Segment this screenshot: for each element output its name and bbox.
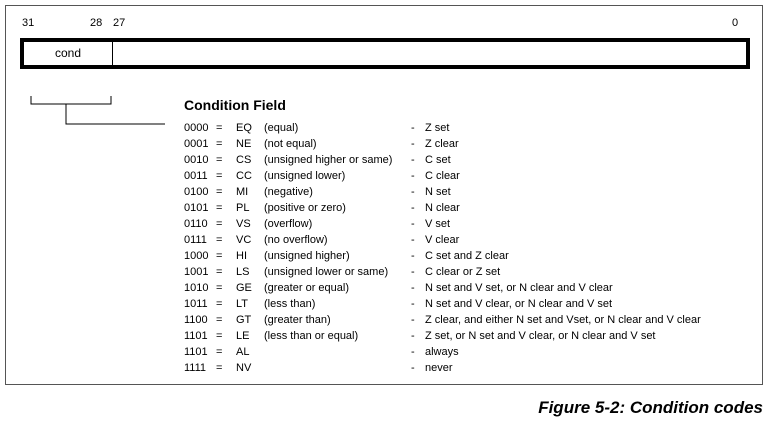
- bit-0-label: 0: [732, 17, 739, 29]
- flags-cell: C set: [425, 154, 451, 166]
- description-cell: (greater or equal): [264, 282, 349, 294]
- table-row: [0, 264, 770, 280]
- flags-cell: C set and Z clear: [425, 250, 509, 262]
- flags-cell: Z clear, and either N set and Vset, or N clear and V clear: [425, 314, 701, 326]
- mnemonic-cell: LT: [236, 298, 249, 310]
- dash-separator: -: [411, 314, 415, 326]
- mnemonic-cell: VC: [236, 234, 252, 246]
- table-row: [0, 200, 770, 216]
- dash-separator: -: [411, 362, 415, 374]
- instruction-register: [20, 38, 750, 69]
- equals-sign: =: [216, 234, 223, 246]
- code-cell: 0111: [184, 234, 207, 246]
- dash-separator: -: [411, 250, 415, 262]
- table-row: [0, 216, 770, 232]
- flags-cell: Z clear: [425, 138, 459, 150]
- table-row: [0, 328, 770, 344]
- description-cell: (less than): [264, 298, 316, 310]
- dash-separator: -: [411, 202, 415, 214]
- code-cell: 1000: [184, 250, 209, 262]
- dash-separator: -: [411, 346, 415, 358]
- mnemonic-cell: PL: [236, 202, 250, 214]
- table-row: [0, 344, 770, 360]
- dash-separator: -: [411, 186, 415, 198]
- equals-sign: =: [216, 298, 223, 310]
- mnemonic-cell: MI: [236, 186, 249, 198]
- flags-cell: N set and V set, or N clear and V clear: [425, 282, 613, 294]
- bit-31-label: 31: [22, 17, 35, 29]
- equals-sign: =: [216, 186, 223, 198]
- equals-sign: =: [216, 330, 223, 342]
- equals-sign: =: [216, 314, 223, 326]
- bit-27-label: 27: [113, 17, 126, 29]
- mnemonic-cell: LE: [236, 330, 250, 342]
- description-cell: (unsigned higher): [264, 250, 350, 262]
- code-cell: 0001: [184, 138, 209, 150]
- table-row: [0, 360, 770, 376]
- equals-sign: =: [216, 346, 223, 358]
- mnemonic-cell: LS: [236, 266, 250, 278]
- mnemonic-cell: HI: [236, 250, 247, 262]
- code-cell: 0110: [184, 218, 208, 230]
- mnemonic-cell: GT: [236, 314, 252, 326]
- mnemonic-cell: VS: [236, 218, 251, 230]
- flags-cell: V clear: [425, 234, 460, 246]
- bit-28-label: 28: [90, 17, 103, 29]
- flags-cell: N set and V clear, or N clear and V set: [425, 298, 613, 310]
- code-cell: 1001: [184, 266, 209, 278]
- equals-sign: =: [216, 202, 223, 214]
- table-row: [0, 168, 770, 184]
- description-cell: (less than or equal): [264, 330, 359, 342]
- mnemonic-cell: CC: [236, 170, 252, 182]
- field-divider: [112, 42, 113, 65]
- cond-field: cond: [54, 46, 82, 60]
- code-cell: 1100: [184, 314, 208, 326]
- flags-cell: Z set, or N set and V clear, or N clear and V set: [425, 330, 656, 342]
- code-cell: 1101: [184, 346, 208, 358]
- dash-separator: -: [411, 154, 415, 166]
- mnemonic-cell: CS: [236, 154, 252, 166]
- description-cell: (unsigned lower): [264, 170, 346, 182]
- table-row: [0, 152, 770, 168]
- dash-separator: -: [411, 282, 415, 294]
- dash-separator: -: [411, 218, 415, 230]
- mnemonic-cell: NV: [236, 362, 252, 374]
- code-cell: 0011: [184, 170, 208, 182]
- table-row: [0, 280, 770, 296]
- code-cell: 0100: [184, 186, 209, 198]
- description-cell: (positive or zero): [264, 202, 346, 214]
- code-cell: 1010: [184, 282, 209, 294]
- equals-sign: =: [216, 138, 223, 150]
- equals-sign: =: [216, 266, 223, 278]
- table-row: [0, 232, 770, 248]
- table-row: [0, 296, 770, 312]
- dash-separator: -: [411, 298, 415, 310]
- dash-separator: -: [411, 170, 415, 182]
- mnemonic-cell: EQ: [236, 122, 252, 134]
- dash-separator: -: [411, 138, 415, 150]
- equals-sign: =: [216, 122, 223, 134]
- equals-sign: =: [216, 282, 223, 294]
- description-cell: (equal): [264, 122, 299, 134]
- flags-cell: N set: [425, 186, 451, 198]
- equals-sign: =: [216, 170, 223, 182]
- description-cell: (greater than): [264, 314, 331, 326]
- dash-separator: -: [411, 122, 415, 134]
- dash-separator: -: [411, 330, 415, 342]
- description-cell: (not equal): [264, 138, 317, 150]
- flags-cell: always: [425, 346, 459, 358]
- description-cell: (unsigned lower or same): [264, 266, 389, 278]
- table-row: [0, 120, 770, 136]
- table-row: [0, 136, 770, 152]
- mnemonic-cell: NE: [236, 138, 252, 150]
- code-cell: 0010: [184, 154, 209, 166]
- equals-sign: =: [216, 362, 223, 374]
- table-row: [0, 248, 770, 264]
- code-cell: 1011: [184, 298, 208, 310]
- flags-cell: C clear: [425, 170, 460, 182]
- code-cell: 1101: [184, 330, 208, 342]
- code-cell: 0101: [184, 202, 209, 214]
- figure-caption: Figure 5-2: Condition codes: [538, 398, 763, 417]
- dash-separator: -: [411, 234, 415, 246]
- flags-cell: V set: [425, 218, 451, 230]
- equals-sign: =: [216, 250, 223, 262]
- flags-cell: C clear or Z set: [425, 266, 501, 278]
- equals-sign: =: [216, 154, 223, 166]
- dash-separator: -: [411, 266, 415, 278]
- flags-cell: Z set: [425, 122, 450, 134]
- description-cell: (negative): [264, 186, 313, 198]
- table-row: [0, 312, 770, 328]
- bracket-brace: [31, 96, 111, 104]
- condition-field-title: Condition Field: [184, 97, 286, 113]
- table-row: [0, 184, 770, 200]
- flags-cell: N clear: [425, 202, 460, 214]
- code-cell: 1111: [184, 362, 207, 374]
- description-cell: (overflow): [264, 218, 313, 230]
- description-cell: (no overflow): [264, 234, 328, 246]
- code-cell: 0000: [184, 122, 209, 134]
- flags-cell: never: [425, 362, 453, 374]
- description-cell: (unsigned higher or same): [264, 154, 393, 166]
- mnemonic-cell: AL: [236, 346, 250, 358]
- mnemonic-cell: GE: [236, 282, 252, 294]
- equals-sign: =: [216, 218, 223, 230]
